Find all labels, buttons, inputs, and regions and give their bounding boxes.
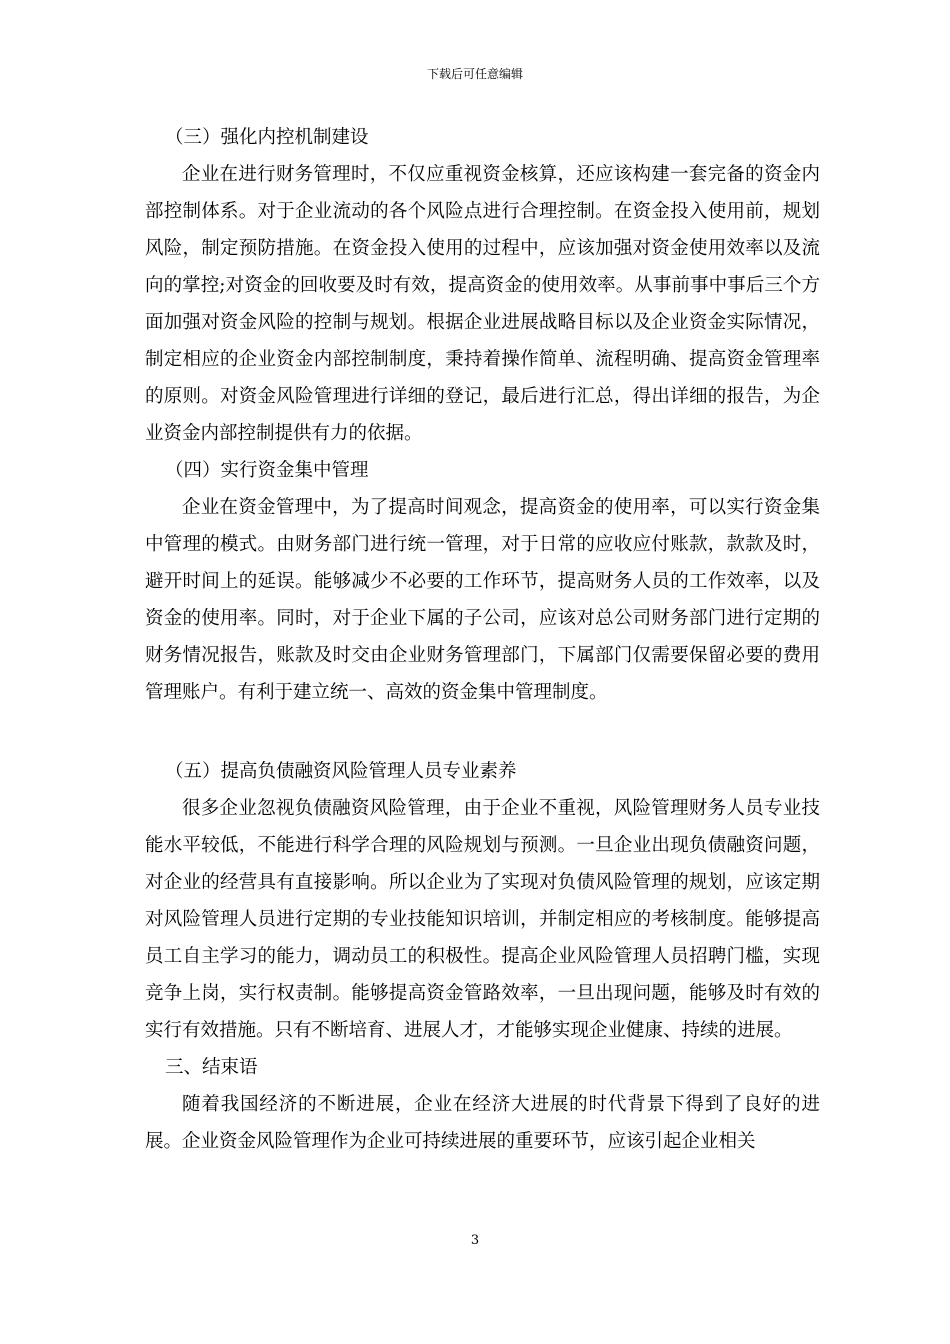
paragraph-gap [145,711,820,753]
section-paragraph-3: 企业在进行财务管理时，不仅应重视资金核算，还应该构建一套完备的资金内部控制体系。对于企业流动的各个风险点进行合理控制。在资金投入使用前，规划风险，制定预防措施。在资金投入使用的过程中，应该加强对资金使用效率以及流向的掌控;对资金的回收要及时有效，提高资金的使用效率。从事前事中事后三个方面加强对资金风险的控制与规划。根据企业进展战略目标以及企业资金实际情况，制定相应的企业资金内部控制制度，秉持着操作简单、流程明确、提高资金管理率的原则。对资金风险管理进行详细的登记，最后进行汇总，得出详细的报告，为企业资金内部控制提供有力的依据。 [145,164,820,444]
section-heading-4: （四）实行资金集中管理 [165,460,369,481]
section-paragraph-5: 很多企业忽视负债融资风险管理，由于企业不重视，风险管理财务人员专业技能水平较低，不能进行科学合理的风险规划与预测。一旦企业出现负债融资问题，对企业的经营具有直接影响。所以企业为了实现对负债风险管理的规划，应该定期对风险管理人员进行定期的专业技能知识培训，并制定相应的考核制度。能够提高员工自主学习的能力，调动员工的积极性。提高企业风险管理人员招聘门槛，实现竞争上岗，实行权责制。能够提高资金管路效率，一旦出现问题，能够及时有效的实行有效措施。只有不断培育、进展人才，才能够实现企业健康、持续的进展。 [145,798,820,1041]
page-header: 下载后可任意编辑 [426,67,523,81]
section-heading-5: （五）提高负债融资风险管理人员专业素养 [165,761,517,782]
page-number: 3 [470,1233,480,1248]
document-body [145,119,820,1160]
section-heading-3: （三）强化内控机制建设 [165,127,369,148]
section-paragraph-4: 企业在资金管理中，为了提高时间观念，提高资金的使用率，可以实行资金集中管理的模式。由财务部门进行统一管理，对于日常的应收应付账款，款款及时，避开时间上的延误。能够减少不必要的工作环节，提高财务人员的工作效率，以及资金的使用率。同时，对于企业下属的子公司，应该对总公司财务部门进行定期的财务情况报告，账款及时交由企业财务管理部门，下属部门仅需要保留必要的费用管理账户。有利于建立统一、高效的资金集中管理制度。 [145,497,820,703]
conclusion-paragraph: 随着我国经济的不断进展，企业在经济大进展的时代背景下得到了良好的进展。企业资金风险管理作为企业可持续进展的重要环节，应该引起企业相关 [145,1094,820,1152]
conclusion-heading: 三、结束语 [165,1057,258,1078]
